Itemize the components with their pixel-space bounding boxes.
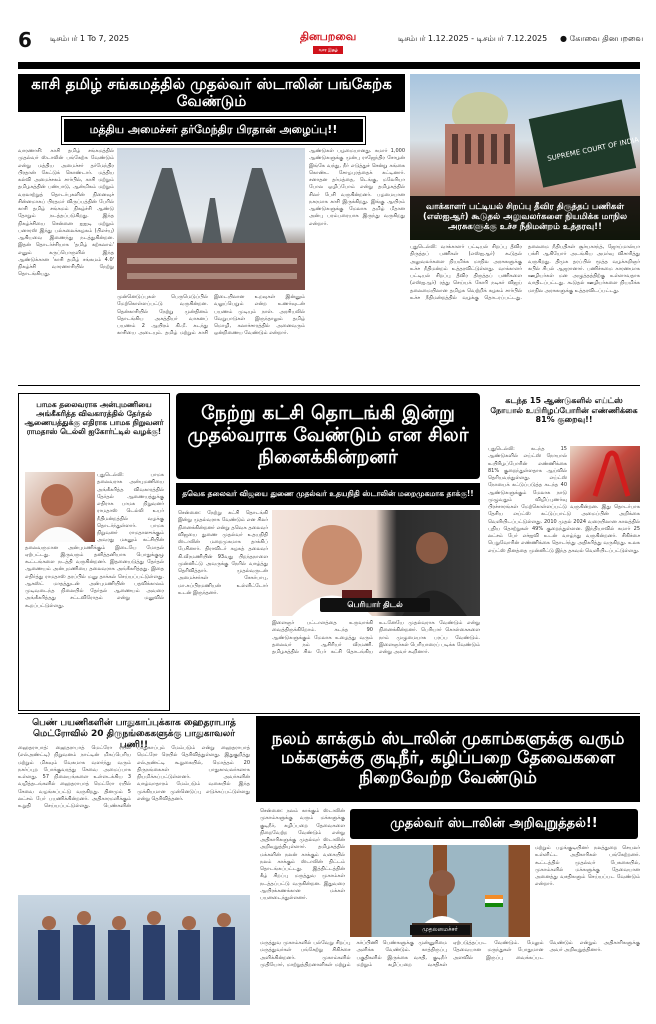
story6-photo	[18, 895, 250, 1005]
story5-body: புதுடெல்லி: கடந்த 15 ஆண்டுகளில் எய்ட்ஸ் நோயால் உயிரிழப்போரின் எண்ணிக்கை 81% குறைந்துள்ளதாக ஆய்வில் தெரியவந்துள்ளது. எய்ட்ஸ் நோயைக் கட்டுப்படுத்த கடந்த 40 ஆண்டுகளுக்கும் மேலாக நாடு முழுவதும் விழிப்புணர்வு பிரச்சாரங்கள் மேற்கொள்ளப்பட்டு வருகின்றன. இது தொடர்பாக தேசிய எய்ட்ஸ் கட்டுப்பாட்டு அமைப்பின் அறிக்கை வெளியிடப்பட்டுள்ளது. 2010 முதல் 2024 வரையிலான காலத்தில் புதிய தொற்றுகள் 49% குறைந்துள்ளன. இந்தியாவில் சுமார் 25 லட்சம் பேர் எச்ஐவி உடன் வாழ்ந்து வருகின்றனர். சிகிச்சை பெறுவோரின் எண்ணிக்கை தொடர்ந்து அதிகரித்து வருகிறது. உலக எய்ட்ஸ் தினத்தை முன்னிட்டு இந்த தகவல் வெளியிடப்பட்டுள்ளது.	[488, 446, 640, 554]
story6-body: ஹைதராபாத்: ஹைதராபாத் மெட்ரோ ரயில் (எல்அண்ட்டி) நிறுவனம் நாட்டின் மிகப்பெரிய மற்றும் மிகவும் வேகமாக வளர்ந்து வரும் நகர்ப்புற போக்குவரத்து சேவை அமைப்பாக உள்ளது. 57 நிலையங்களை உள்ளடக்கிய 3 வழித்தடங்களில் ஹைதராபாத் மெட்ரோ ரயில் சேவை வழங்கப்பட்டு வருகிறது. தினமும் 5 லட்சம் பேர் பயணிக்கின்றனர். அதிகாரமளிக்கும் உறுதி செய்யப்பட்டுள்ளது. பெண்களின் பாதுகாப்பும் மேம்படும் என்று ஹைதராபாத் மெட்ரோ ரெயில் தெரிவித்துள்ளது. இதுகுறித்து எல்அண்ட்டி கூறுகையில், மொத்தம் 20 திருநங்கைகள் பாதுகாவலர்களாக நியமிக்கப்பட்டுள்ளனர். அவர்களின் வாழ்வாதாரம் மேம்படும் வகையில் இந்த முக்கியமான முன்னெடுப்பு எடுக்கப்பட்டுள்ளது என்று தெரிவித்தனர்.	[18, 745, 250, 809]
court-sign-text: SUPREME COURT OF INDIA	[546, 135, 640, 164]
story7-photo	[350, 845, 530, 937]
page-number: 6	[18, 28, 32, 52]
story7-photo-label: முதலமைச்சர்	[410, 925, 470, 935]
story1-body-left: வாரணாசி: காசி தமிழ் சங்கமத்தில் முதல்வர் ஸ்டாலின் பங்கேற்க வேண்டும் என்று மத்திய அமைச்சர் தர்மேந்திர பிரதான் கேட்டுக் கொண்டார். மத்திய கல்வி அமைச்சகம் சார்பில், காசி மற்றும் தமிழகத்தின் பண்பாடு, ஆன்மிகம் மற்றும் வரலாற்றுத் தொடர்புகளின் நினைவுச் சின்னமாகப் பிரதமர் விருப்பத்தின் பேரில் காசி தமிழ் சங்கமம் நிகழ்ச்சி ஆண்டு தோறும் நடத்தப்படுகிறது. இந்த நிகழ்ச்சியை சென்னை ஐஐடி மற்றும் பனாரஸ் இந்து பல்கலைக்கழகம் (பிஎச்யு) ஆகியவை இணைந்து நடத்துகின்றன. இதன் தொடர்ச்சியாக 'தமிழ் கற்கலாம்' எனும் கருப்பொருளில் இந்த ஆண்டுக்கான 'காசி தமிழ் சங்கமம் 4.0' நிகழ்ச்சி வாரணாசியில் நேற்று தொடங்கியது.	[18, 148, 114, 278]
story7-subhead: முதல்வர் ஸ்டாலின் அறிவுறுத்தல்!!	[350, 809, 638, 839]
story6-headline: பெண் பயணிகளின் பாதுகாப்புக்காக ஹைதராபாத் மெட்ரோவில் 20 திருநங்கைகளுக்கு பாதுகாவலர் பணி!!	[32, 718, 236, 750]
story4-headline: நேற்று கட்சி தொடங்கி இன்று முதல்வராக வேண்டும் என சிலர் நினைக்கின்றனர்	[176, 393, 480, 479]
story1-body-mid: முன்னெடுப்புகள் பெருமெடுப்பில் மேற்கொள்ளப்பட்டு வருகின்றன. தென்காசியில் நேற்று முன்தினம் தொடங்கிய அகத்தியர் வாகனப் பயணம் 2 ஆயிரம் கி.மீ. கடந்து காசியை அடையும். தமிழ் மற்றும் காசி இடையிலான உறவுகள் இன்னும் வலுப்பெறும் என்ற உணர்வுடன் பயணம் முடியும் நாள். அரசியலில் வேறுபாடுகள் இருந்தாலும் தமிழ் மொழி, கலாச்சாரத்தில் அனைவரும் ஒன்றிணைய வேண்டும் என்றார்.	[117, 294, 305, 337]
photo-spacer	[25, 472, 97, 544]
newspaper-logo: தினபறவை வார இதழ்	[300, 30, 357, 52]
header-rule	[18, 62, 640, 69]
story7-body-right: மற்றும் பழங்குடியினர் நலத்துறை செயலர் உள்ளிட்ட அதிகாரிகள் பங்கேற்றனர். கூட்டத்தில் முதல்வர் பேசுகையில், முகாம்களில் மக்களுக்கு தேவையான அனைத்து வசதிகளும் செய்யப்பட வேண்டும் என்றார்.	[535, 845, 640, 888]
story2-body: புதுடெல்லி: வாக்காளர் பட்டியல் சிறப்பு தீவிர திருத்தப் பணிகள் (எஸ்ஐஆர்) கூடுதல் அலுவலர்களை நியமிக்க மாநில அரசுகளுக்கு உச்ச நீதிமன்றம் உத்தரவிட்டுள்ளது. வாக்காளர் பட்டியல் சிறப்பு தீவிர திருத்தப் பணிகளை (எஸ்ஐஆர்) ரத்து செய்யக் கோரி நடிகர் விஜய் தலைமையிலான தமிழக வெற்றிக் கழகம் சார்பில் உச்ச நீதிமன்றத்தில் வழக்கு தொடரப்பட்டது. தலைமை நீதிபதிகள் சூர்யகாந்த், ஜோய்மால்யா பக்சி ஆகியோர் அடங்கிய அமர்வு விசாரித்து வருகிறது. திமுக தரப்பில் மூத்த வழக்கறிஞர் கபில் சிபல் ஆஜரானார். பணிச்சுமை காரணமாக ஊழியர்கள் மன அழுத்தத்திற்கு உள்ளாவதாக வாதிடப்பட்டது. கூடுதல் ஊழியர்களை நியமிக்க மாநில அரசுகளுக்கு உத்தரவிடப்பட்டது.	[410, 244, 640, 301]
photo-spacer	[567, 446, 640, 504]
story2-caption: வாக்காளர் பட்டியல் சிறப்பு தீவிர திருத்தப் பணிகள் (எஸ்ஐஆர்) கூடுதல் அலுவலர்களை நியமிக்க மாநில அரசுகளுக்கு உச்ச நீதிமன்றம் உத்தரவு!!	[410, 196, 640, 240]
story7-body-bottom: மருத்துவ முகாம்களில் பல்வேறு சிறப்பு மருத்துவர்கள் பங்கேற்று சிகிச்சை அளிக்கின்றனர். முகாம்களில் முதியோர், மாற்றுத்திறனாளிகள் மற்றும் கர்ப்பிணி பெண்களுக்கு முன்னுரிமை அளிக்க வேண்டும். காத்திருப்பு பகுதிகளில் இருக்கை வசதி, குடிநீர் மற்றும் கழிப்பறை வசதிகள் ஏற்படுத்தப்பட வேண்டும். மேலும் தேவையான மருந்துகள் போதுமான அளவில் இருப்பு வைக்கப்பட வேண்டும் என்றும் அதிகாரிகளுக்கு அவர் அறிவுறுத்தினார்.	[260, 940, 640, 968]
issue-date: டிசம்பர் 1 To 7, 2025	[50, 34, 130, 43]
metro-security-guards-graphic	[18, 895, 250, 1005]
section-divider	[18, 713, 640, 714]
date-range: டிசம்பர் 1.12.2025 - டிசம்பர் 7.12.2025	[398, 34, 548, 43]
story3-body: புதுடெல்லி: பாமக தலைவராக அன்புமணியை அங்கீகரித்த விவகாரத்தில் தேர்தல் ஆணையத்துக்கு எதிராக பாமக நிறுவனர் ராமதாஸ் டெல்லி உயர் நீதிமன்றத்தில் வழக்கு தொடர்ந்துள்ளார். பாமக நிறுவனர் ராமதாஸுக்கும் அவரது மகனும் கட்சியின் தலைவருமான அன்புமணிக்கும் இடையே மோதல் ஏற்பட்டது. இருவரும் தனித்தனியாக பொதுக்குழு கூட்டங்களை நடத்தி வருகின்றனர். இதனையடுத்து தேர்தல் ஆணையம் அன்புமணியை தலைவராக அங்கீகரித்தது. இதை எதிர்த்து ராமதாஸ் தரப்பில் மனு தாக்கல் செய்யப்பட்டுள்ளது. ஆகஸ்ட் மாதத்துடன் அன்புமணியின் பதவிக்காலம் முடிவடைந்த நிலையில் தேர்தல் ஆணையம் அவரை அங்கீகரித்தது சட்டவிரோதம் என்று மனுவில் கூறப்பட்டுள்ளது.	[25, 472, 164, 609]
chief-minister-graphic	[350, 845, 530, 937]
edition-name: ● கோவை தினபறவை	[560, 34, 644, 43]
story1-subhead: மத்திய அமைச்சர் தர்மேந்திர பிரதான் அழைப்பு!!	[62, 117, 365, 144]
story1-photo	[117, 148, 305, 290]
periyar-thidal-banner: பெரியார் திடல்	[320, 598, 430, 612]
story1-headline: காசி தமிழ் சங்கமத்தில் முதல்வர் ஸ்டாலின் பங்கேற்க வேண்டும்	[18, 74, 405, 112]
story5-headline: கடந்த 15 ஆண்டுகளில் எய்ட்ஸ் நோயால் உயிரிழப்போரின் எண்ணிக்கை 81% குறைவு!!	[490, 396, 638, 425]
story3-headline: பாமக தலைவராக அன்புமணியை அங்கீகரித்த விவகாரத்தில் தேர்தல் ஆணையத்துக்கு எதிராக பாமக நிறுவனர் ராமதாஸ் டெல்லி ஐகோர்ட்டில் வழக்கு!	[24, 400, 164, 436]
story7-body-left: சென்னை: நலம் காக்கும் ஸ்டாலின் முகாம்களுக்கு வரும் மக்களுக்கு குடிநீர், கழிப்பறை தேவைகளை நிறைவேற்ற வேண்டும் என்று அதிகாரிகளுக்கு முதல்வர் ஸ்டாலின் அறிவுறுத்தியுள்ளார். தமிழகத்தில் மக்களின் நலன் காக்கும் வகையில் நலம் காக்கும் ஸ்டாலின் திட்டம் தொடங்கப்பட்டது. இத்திட்டத்தின் கீழ் சிறப்பு மருத்துவ முகாம்கள் நடத்தப்பட்டு வருகின்றன. இதுவரை ஆயிரக்கணக்கான மக்கள் பயனடைந்துள்ளனர்.	[260, 808, 345, 901]
story4-body-bottom: இளைஞர் பட்டாளத்தை உருவாக்கி வைத்திருக்கிறோம். கடந்த 90 ஆண்டுகளுக்கும் மேலாக உழைத்து வரும் தலைவர் நம் ஆசிரியர் வீரமணி. தமிழகத்தில் சில பேர் கட்சி தொடங்கிய உடனேயே முதல்வராக வேண்டும் என்று நினைக்கின்றனர். பெரியார் கொள்கைகளை நாம் முழுமையாக பரப்ப வேண்டும். இளைஞர்கள் பெரியாரைப் படிக்க வேண்டும் என்று அவர் கூறினார்.	[272, 620, 480, 655]
namaste-statue-graphic	[117, 148, 305, 290]
story7-headline: நலம் காக்கும் ஸ்டாலின் முகாம்களுக்கு வரும் மக்களுக்கு குடிநீர், கழிப்பறை தேவைகளை நிறைவேற்ற வேண்டும்	[256, 716, 640, 802]
story1-body-right: ஆண்டுகள் பழமையானது. சுமார் 1,000 ஆண்டுகளுக்கு முன்பு ராஜேந்திர சோழன் இங்கே வந்து, நீர் எடுத்துச் சென்று கங்கை கொண்ட சோழபுரத்தைக் கட்டினார். சனாதன தர்மத்தை, டெங்கு, மலேரியா போல ஒழிப்போம் என்று தமிழகத்தில் சிலர் பேசி வருகின்றனர். பழமையான நகரமாக காசி இருக்கிறது. இங்கு ஆயிரம் ஆண்டுகளுக்கு மேலாக தமிழ் மீதான அன்பு பரம்பரையாக இருந்து வருகிறது என்றார்.	[309, 148, 405, 227]
story4-subhead: தவெக தலைவர் விஜயை துணை முதல்வர் உதயநிதி ஸ்டாலின் மறைமுகமாக தாக்கு!!	[176, 483, 480, 505]
section-divider	[18, 385, 640, 386]
story4-body-left: சென்னை: நேற்று கட்சி தொடங்கி இன்று முதல்வராக வேண்டும் என சிலர் நினைக்கின்றனர் என்று தவெக தலைவர் விஜயை துணை முதல்வர் உதயநிதி ஸ்டாலின் மறைமுகமாக தாக்கிப் பேசினார். திராவிடர் கழகத் தலைவர் கி.வீரமணியின் 93வது பிறந்தநாளை முன்னிட்டு அவருக்கு நேரில் வாழ்த்து தெரிவித்தார். முதல்வருடன் அமைச்சர்கள் சேகர்பாபு, மா.சுப்பிரமணியன் உள்ளிட்டோர் உடன் இருந்தனர்.	[178, 510, 268, 596]
